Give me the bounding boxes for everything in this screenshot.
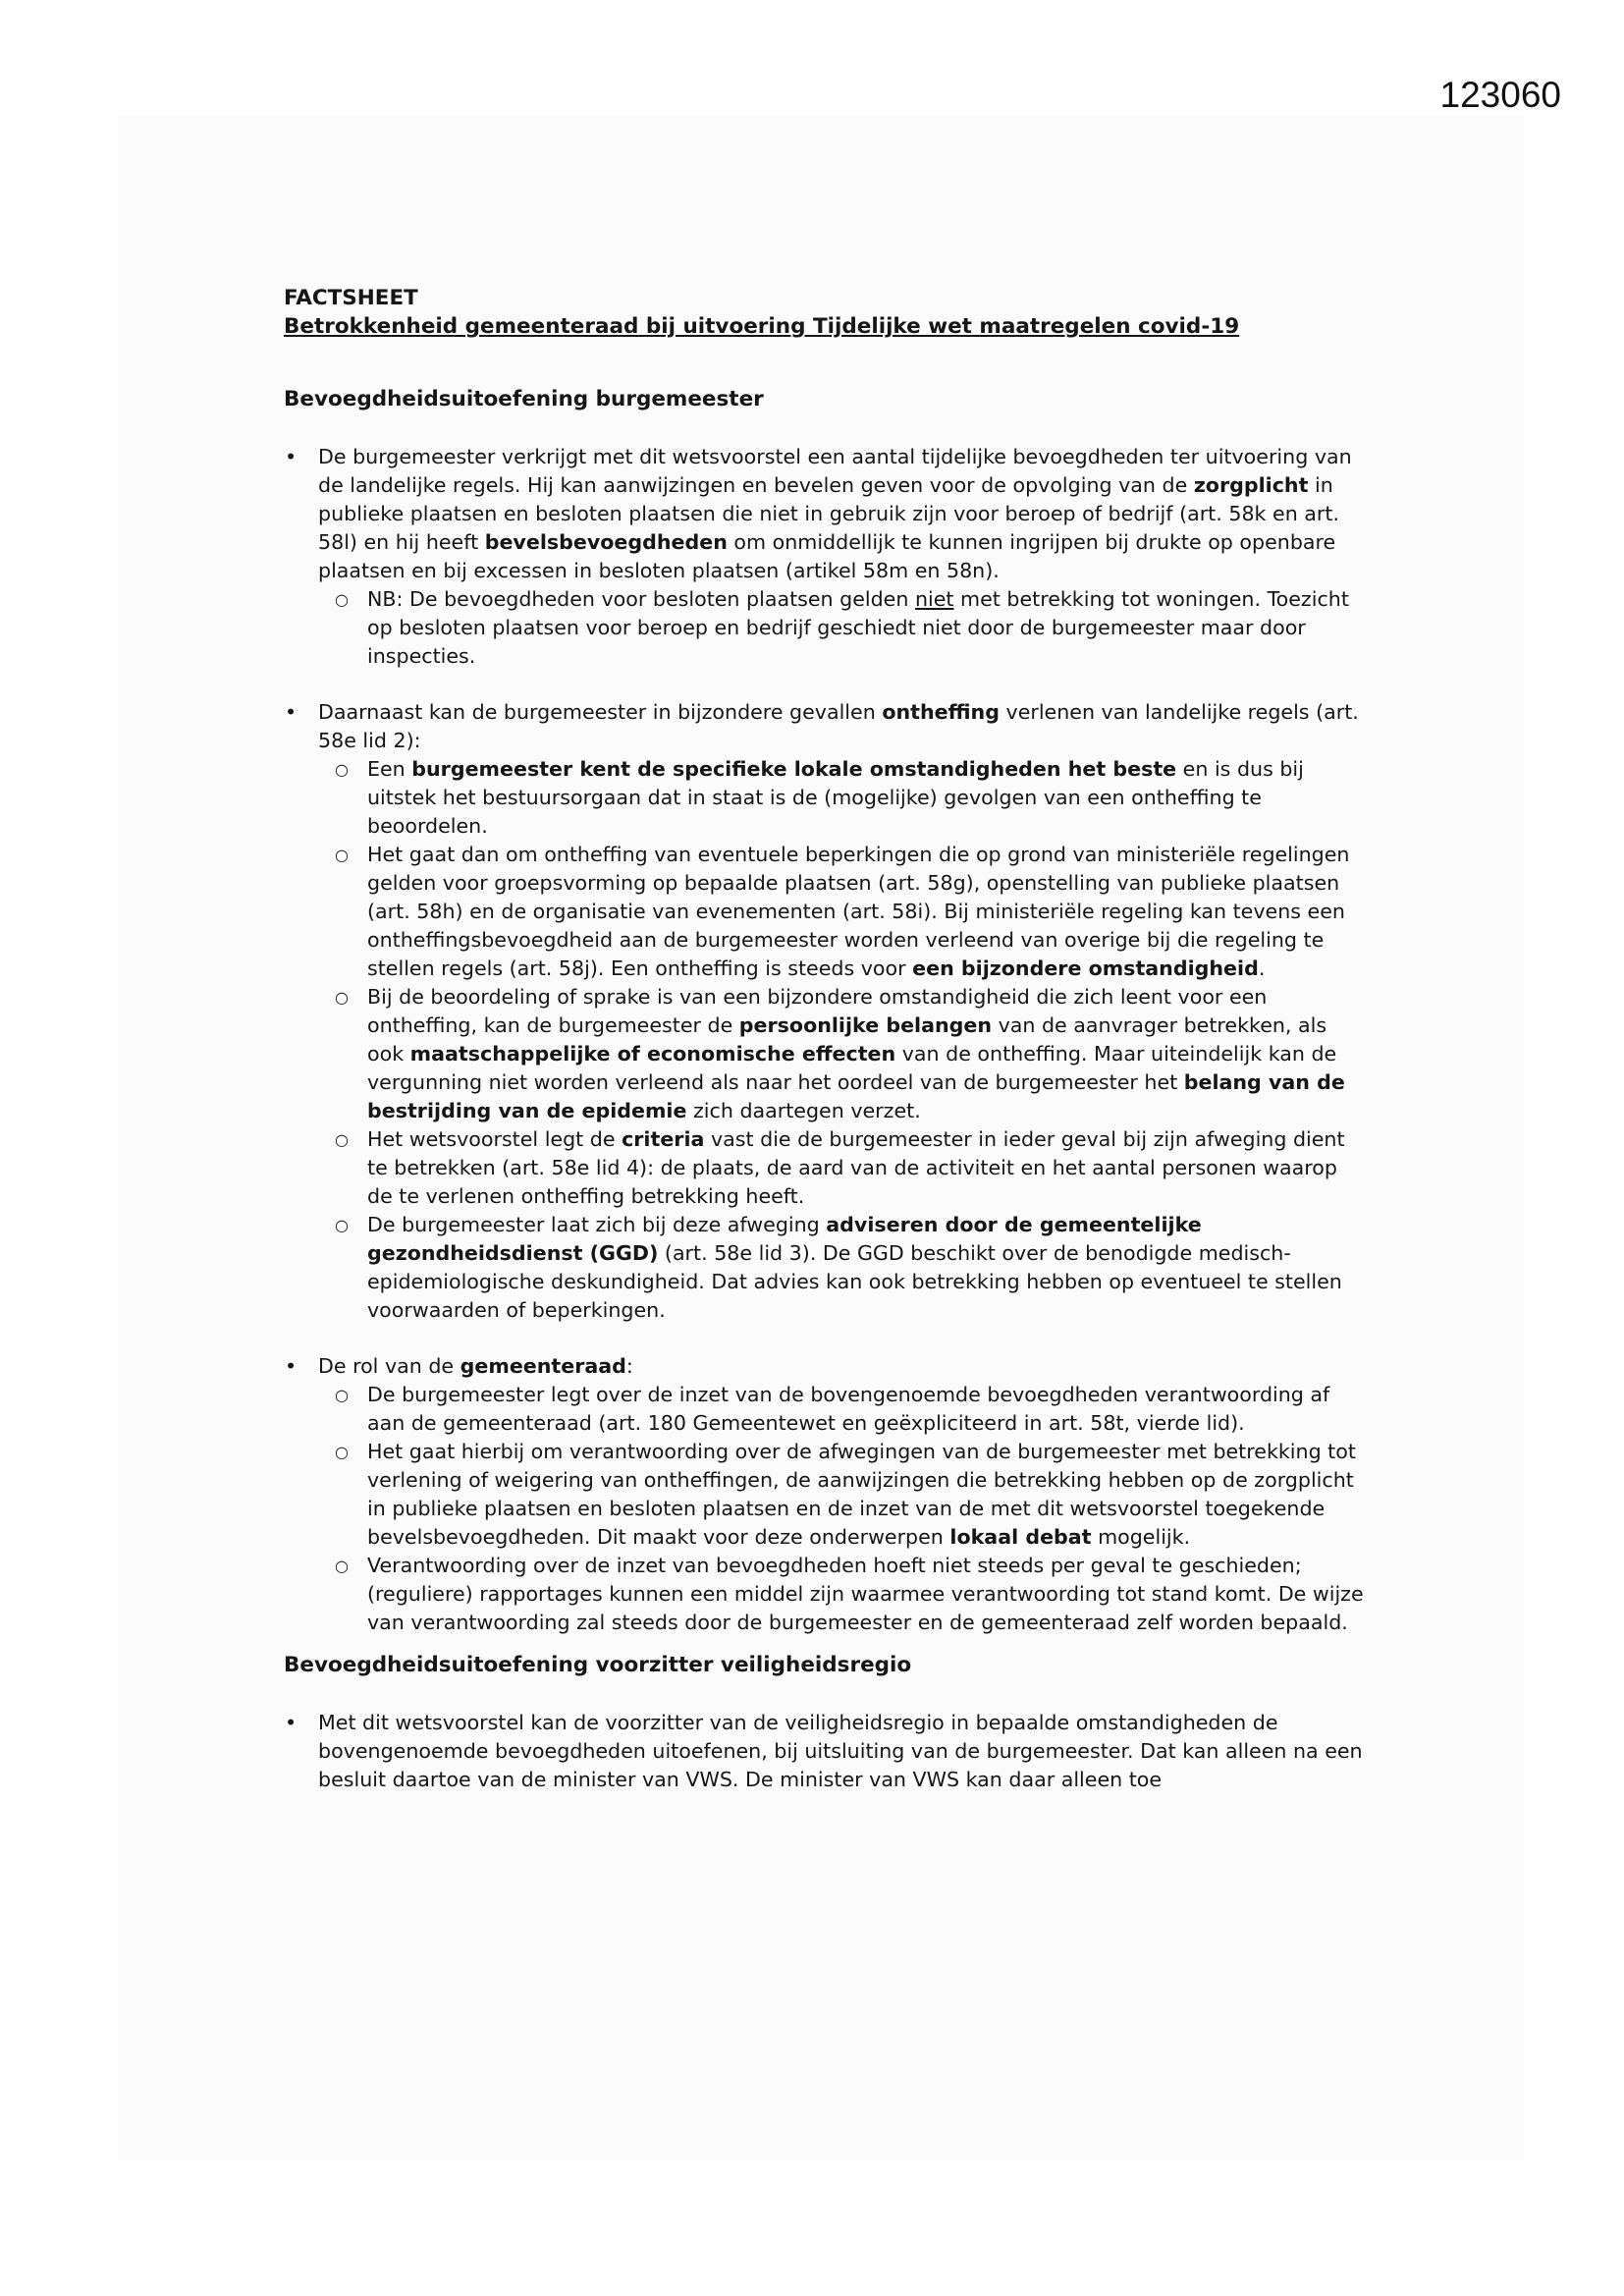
circle-bullet-icon: ○ [335,1557,349,1575]
circle-bullet-icon: ○ [335,846,349,864]
sub-bullet-lokale-omstandigheden: ○ Een burgemeester kent de specifieke lokale omstandigheden het beste en is dus bij uitstek het bestuursorgaan dat in staat is de (mogelijke) gevolgen van een ontheffing te beoordelen. [335,757,1304,838]
circle-bullet-icon: ○ [335,1443,349,1461]
bullet-bevoegdheden: • De burgemeester verkrijgt met dit wetsvoorstel een aantal tijdelijke bevoegdheden ter uitvoering van de landelijke regels. Hij kan aanwijzingen en bevelen geven voor de opvolging van de zorgplicht in publieke plaatsen en besloten plaatsen die niet in gebruik zijn voor beroep of bedrijf (art. 58k en art. 58l) en hij heeft bevelsbevoegdheden om onmiddellijk te kunnen ingrijpen bij drukte op openbare plaatsen en bij excessen in besloten plaatsen (artikel 58m en 58n). ○ NB: De bevoegdheden voor besloten plaatsen gelden niet met betrekking tot woningen. Toezicht op besloten plaatsen voor beroep en bedrijf geschiedt niet door de burgemeester maar door inspecties. [284,443,1364,671]
circle-bullet-icon: ○ [335,1130,349,1149]
sub-list-ontheffing [318,755,1364,1325]
bullet-voorzitter-veiligheidsregio: • Met dit wetsvoorstel kan de voorzitter van de veiligheidsregio in bepaalde omstandigheden de bovengenoemde bevoegdheden uitoefenen, bij uitsluiting van de burgemeester. Dat kan alleen na een besluit daartoe van de minister van VWS. De minister van VWS kan daar alleen toe [285,1711,1363,1791]
sub-bullet-beoordeling: ○ Bij de beoordeling of sprake is van een bijzondere omstandigheid die zich leent voor een ontheffing, kan de burgemeester de persoonlijke belangen van de aanvrager betrekken, als ook maatschappelijke of economische effecten van de ontheffing. Maar uiteindelijk kan de vergunning niet worden verleend als naar het oordeel van de burgemeester het belang van de bestrijding van de epidemie zich daartegen verzet. [335,985,1345,1122]
bullet-list-burgemeester [284,443,1364,1637]
bullet-dot-icon: • [285,445,298,468]
circle-bullet-icon: ○ [335,988,349,1007]
sub-bullet-verantwoording: ○ De burgemeester legt over de inzet van de bovengenoemde bevoegdheden verantwoording af aan de gemeenteraad (art. 180 Gemeentewet en geëxpliciteerd in art. 58t, vierde lid). [335,1383,1330,1435]
factsheet-title: FACTSHEET [284,286,418,310]
sub-bullet-ggd-advies: ○ De burgemeester laat zich bij deze afweging adviseren door de gemeentelijke gezondheidsdienst (GGD) (art. 58e lid 3). De GGD beschikt over de benodigde medisch-epidemiologische deskundigheid. Dat advies kan ook betrekking hebben op eventueel te stellen voorwaarden of beperkingen. [335,1213,1342,1322]
section-heading-burgemeester: Bevoegdheidsuitoefening burgemeester [284,387,764,411]
document-number: 123060 [1439,75,1561,115]
sub-list-bevoegdheden [318,585,1364,671]
factsheet-subtitle: Betrokkenheid gemeenteraad bij uitvoering Tijdelijke wet maatregelen covid-19 [284,314,1240,339]
bullet-dot-icon: • [285,1354,298,1378]
circle-bullet-icon: ○ [335,1386,349,1404]
bullet-list-veiligheidsregio [284,1709,1364,1794]
bullet-dot-icon: • [285,700,298,724]
circle-bullet-icon: ○ [335,760,349,779]
bullet-rol-gemeenteraad: • De rol van de gemeenteraad: ○ De burgemeester legt over de inzet van de bovengenoemde bevoegdheden verantwoording af aan de gemeenteraad (art. 180 Gemeentewet en geëxpliciteerd in art. 58t, vierde lid). ○ Het gaat hierbij om verantwoording over de afwegingen van de burgemeester met betrekking tot verlening of weigering van ontheffingen, de aanwijzingen die betrekking hebben op de zorgplicht in publieke plaatsen en besloten plaatsen en de inzet van de met dit wetsvoorstel toegekende bevelsbevoegdheden. Dit maakt voor deze onderwerpen lokaal debat mogelijk. ○ Verantwoording over de inzet van bevoegdheden hoeft niet steeds per geval te geschieden; (reguliere) rapportages kunnen een middel zijn waarmee verantwoording tot stand komt. De wijze van verantwoording zal steeds door de burgemeester en de gemeenteraad zelf worden bepaald. [284,1352,1364,1637]
sub-bullet-afwegingen: ○ Het gaat hierbij om verantwoording over de afwegingen van de burgemeester met betrekking tot verlening of weigering van ontheffingen, de aanwijzingen die betrekking hebben op de zorgplicht in publieke plaatsen en besloten plaatsen en de inzet van de met dit wetsvoorstel toegekende bevelsbevoegdheden. Dit maakt voor deze onderwerpen lokaal debat mogelijk. [335,1440,1356,1549]
sub-bullet-nb-woningen: ○ NB: De bevoegdheden voor besloten plaatsen gelden niet met betrekking tot woningen. Toezicht op besloten plaatsen voor beroep en bedrijf geschiedt niet door de burgemeester maar door inspecties. [335,587,1349,668]
sub-list-gemeenteraad [318,1381,1364,1637]
circle-bullet-icon: ○ [335,590,349,609]
sub-bullet-rapportages: ○ Verantwoording over de inzet van bevoegdheden hoeft niet steeds per geval te geschieden; (reguliere) rapportages kunnen een middel zijn waarmee verantwoording tot stand komt. De wijze van verantwoording zal steeds door de burgemeester en de gemeenteraad zelf worden bepaald. [335,1554,1364,1634]
bullet-ontheffing: • Daarnaast kan de burgemeester in bijzondere gevallen ontheffing verlenen van landelijke regels (art. 58e lid 2): ○ Een burgemeester kent de specifieke lokale omstandigheden het beste en is dus bij uitstek het bestuursorgaan dat in staat is de (mogelijke) gevolgen van een ontheffing te beoordelen. ○ Het gaat dan om ontheffing van eventuele beperkingen die op grond van ministeriële regelingen gelden voor groepsvorming op bepaalde plaatsen (art. 58g), openstelling van publieke plaatsen (art. 58h) en de organisatie van evenementen (art. 58i). Bij ministeriële regeling kan tevens een ontheffingsbevoegdheid aan de burgemeester worden verleend van overige bij die regeling te stellen regels (art. 58j). Een ontheffing is steeds voor een bijzondere omstandigheid. ○ Bij de beoordeling of sprake is van een bijzondere omstandigheid die zich leent voor een ontheffing, kan de burgemeester de persoonlijke belangen van de aanvrager betrekken, als ook maatschappelijke of economische effecten van de ontheffing. Maar uiteindelijk kan de vergunning niet worden verleend als naar het oordeel van de burgemeester het belang van de bestrijding van de epidemie zich daartegen verzet. ○ Het wetsvoorstel legt de criteria vast die de burgemeester in ieder geval bij zijn afweging dient te betrekken (art. 58e lid 4): de plaats, de aard van de activiteit en het aantal personen waarop de te verlenen ontheffing betrekking heeft. ○ De burgemeester laat zich bij deze afweging adviseren door de gemeentelijke gezondheidsdienst (GGD) (art. 58e lid 3). De GGD beschikt over de benodigde medisch-epidemiologische deskundigheid. Dat advies kan ook betrekking hebben op eventueel te stellen voorwaarden of beperkingen. [284,698,1364,1325]
bullet-dot-icon: • [285,1711,298,1734]
circle-bullet-icon: ○ [335,1216,349,1234]
sub-bullet-criteria: ○ Het wetsvoorstel legt de criteria vast die de burgemeester in ieder geval bij zijn afweging dient te betrekken (art. 58e lid 4): de plaats, de aard van de activiteit en het aantal personen waarop de te verlenen ontheffing betrekking heeft. [335,1127,1345,1208]
sub-bullet-beperkingen: ○ Het gaat dan om ontheffing van eventuele beperkingen die op grond van ministeriële regelingen gelden voor groepsvorming op bepaalde plaatsen (art. 58g), openstelling van publieke plaatsen (art. 58h) en de organisatie van evenementen (art. 58i). Bij ministeriële regeling kan tevens een ontheffingsbevoegdheid aan de burgemeester worden verleend van overige bij die regeling te stellen regels (art. 58j). Een ontheffing is steeds voor een bijzondere omstandigheid. [335,843,1350,980]
section-heading-veiligheidsregio: Bevoegdheidsuitoefening voorzitter veiligheidsregio [284,1653,912,1677]
factsheet-content [284,284,1364,1794]
